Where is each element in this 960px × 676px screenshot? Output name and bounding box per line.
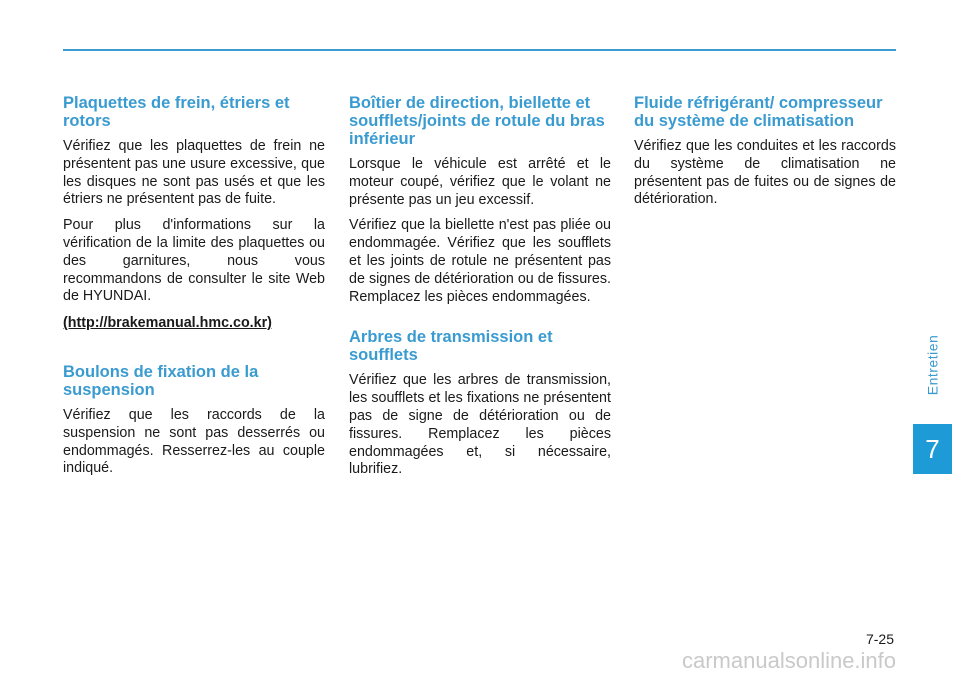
section-brake-pads xyxy=(63,94,325,341)
section-heading: Plaquettes de frein, étriers et rotors xyxy=(63,94,290,130)
section-steering-box xyxy=(349,94,611,306)
paragraph: Vérifiez que la biellette n'est pas pliée ou endommagée. Vérifiez que les soufflets et les joints de rotule ne présentent pas de signes de détérioration ou de fissures. Remplacez les pièces endommagées. xyxy=(349,217,611,305)
section-drive-shafts xyxy=(349,328,611,479)
section-heading: Boulons de fixation de la suspension xyxy=(63,362,259,399)
paragraph: Vérifiez que les raccords de la suspension ne sont pas desserrés ou endommagés. Resserrez-les au couple indiqué. xyxy=(63,406,325,477)
paragraph: Vérifiez que les arbres de transmission, les soufflets et les fixations ne présentent pas de signe de détérioration ou de fissures. Remplacez les pièces endommagées et, si nécessaire, lubrifiez. xyxy=(349,372,611,478)
paragraph: Vérifiez que les conduites et les raccords du système de climatisation ne présentent pas de fuites ou de signes de détérioration. xyxy=(634,138,896,208)
column-1 xyxy=(63,94,325,486)
page-number: 7-25 xyxy=(865,631,895,647)
section-suspension-bolts xyxy=(63,363,325,478)
paragraph: Lorsque le véhicule est arrêté et le moteur coupé, vérifiez que le volant ne présente pas un jeu excessif. xyxy=(349,156,611,208)
section-refrigerant xyxy=(634,94,896,209)
paragraph: Vérifiez que les plaquettes de frein ne présentent pas une usure excessive, que les disques ne sont pas usés et que les étriers ne présentent pas de fuite. xyxy=(63,138,325,208)
header-rule xyxy=(63,49,896,51)
section-heading: Fluide réfrigérant/ compresseur du système de climatisation xyxy=(634,94,883,130)
chapter-side-label xyxy=(918,310,946,420)
watermark-logo: carmanualsonline.info xyxy=(682,648,897,673)
paragraph: Pour plus d'informations sur la vérification de la limite des plaquettes ou des garnitures, nous vous recommandons de consulter le site Web de HYUNDAI. xyxy=(63,217,325,305)
section-heading: Arbres de transmission et soufflets xyxy=(349,328,553,365)
brake-manual-link[interactable]: (http://brakemanual.hmc.co.kr) xyxy=(63,315,272,332)
section-heading: Boîtier de direction, biellette et soufflets/joints de rotule du bras inférieur xyxy=(349,94,605,148)
column-2 xyxy=(349,94,611,487)
chapter-tab: 7 xyxy=(913,424,952,474)
chapter-title: Entretien xyxy=(924,334,941,396)
column-3 xyxy=(634,94,896,217)
